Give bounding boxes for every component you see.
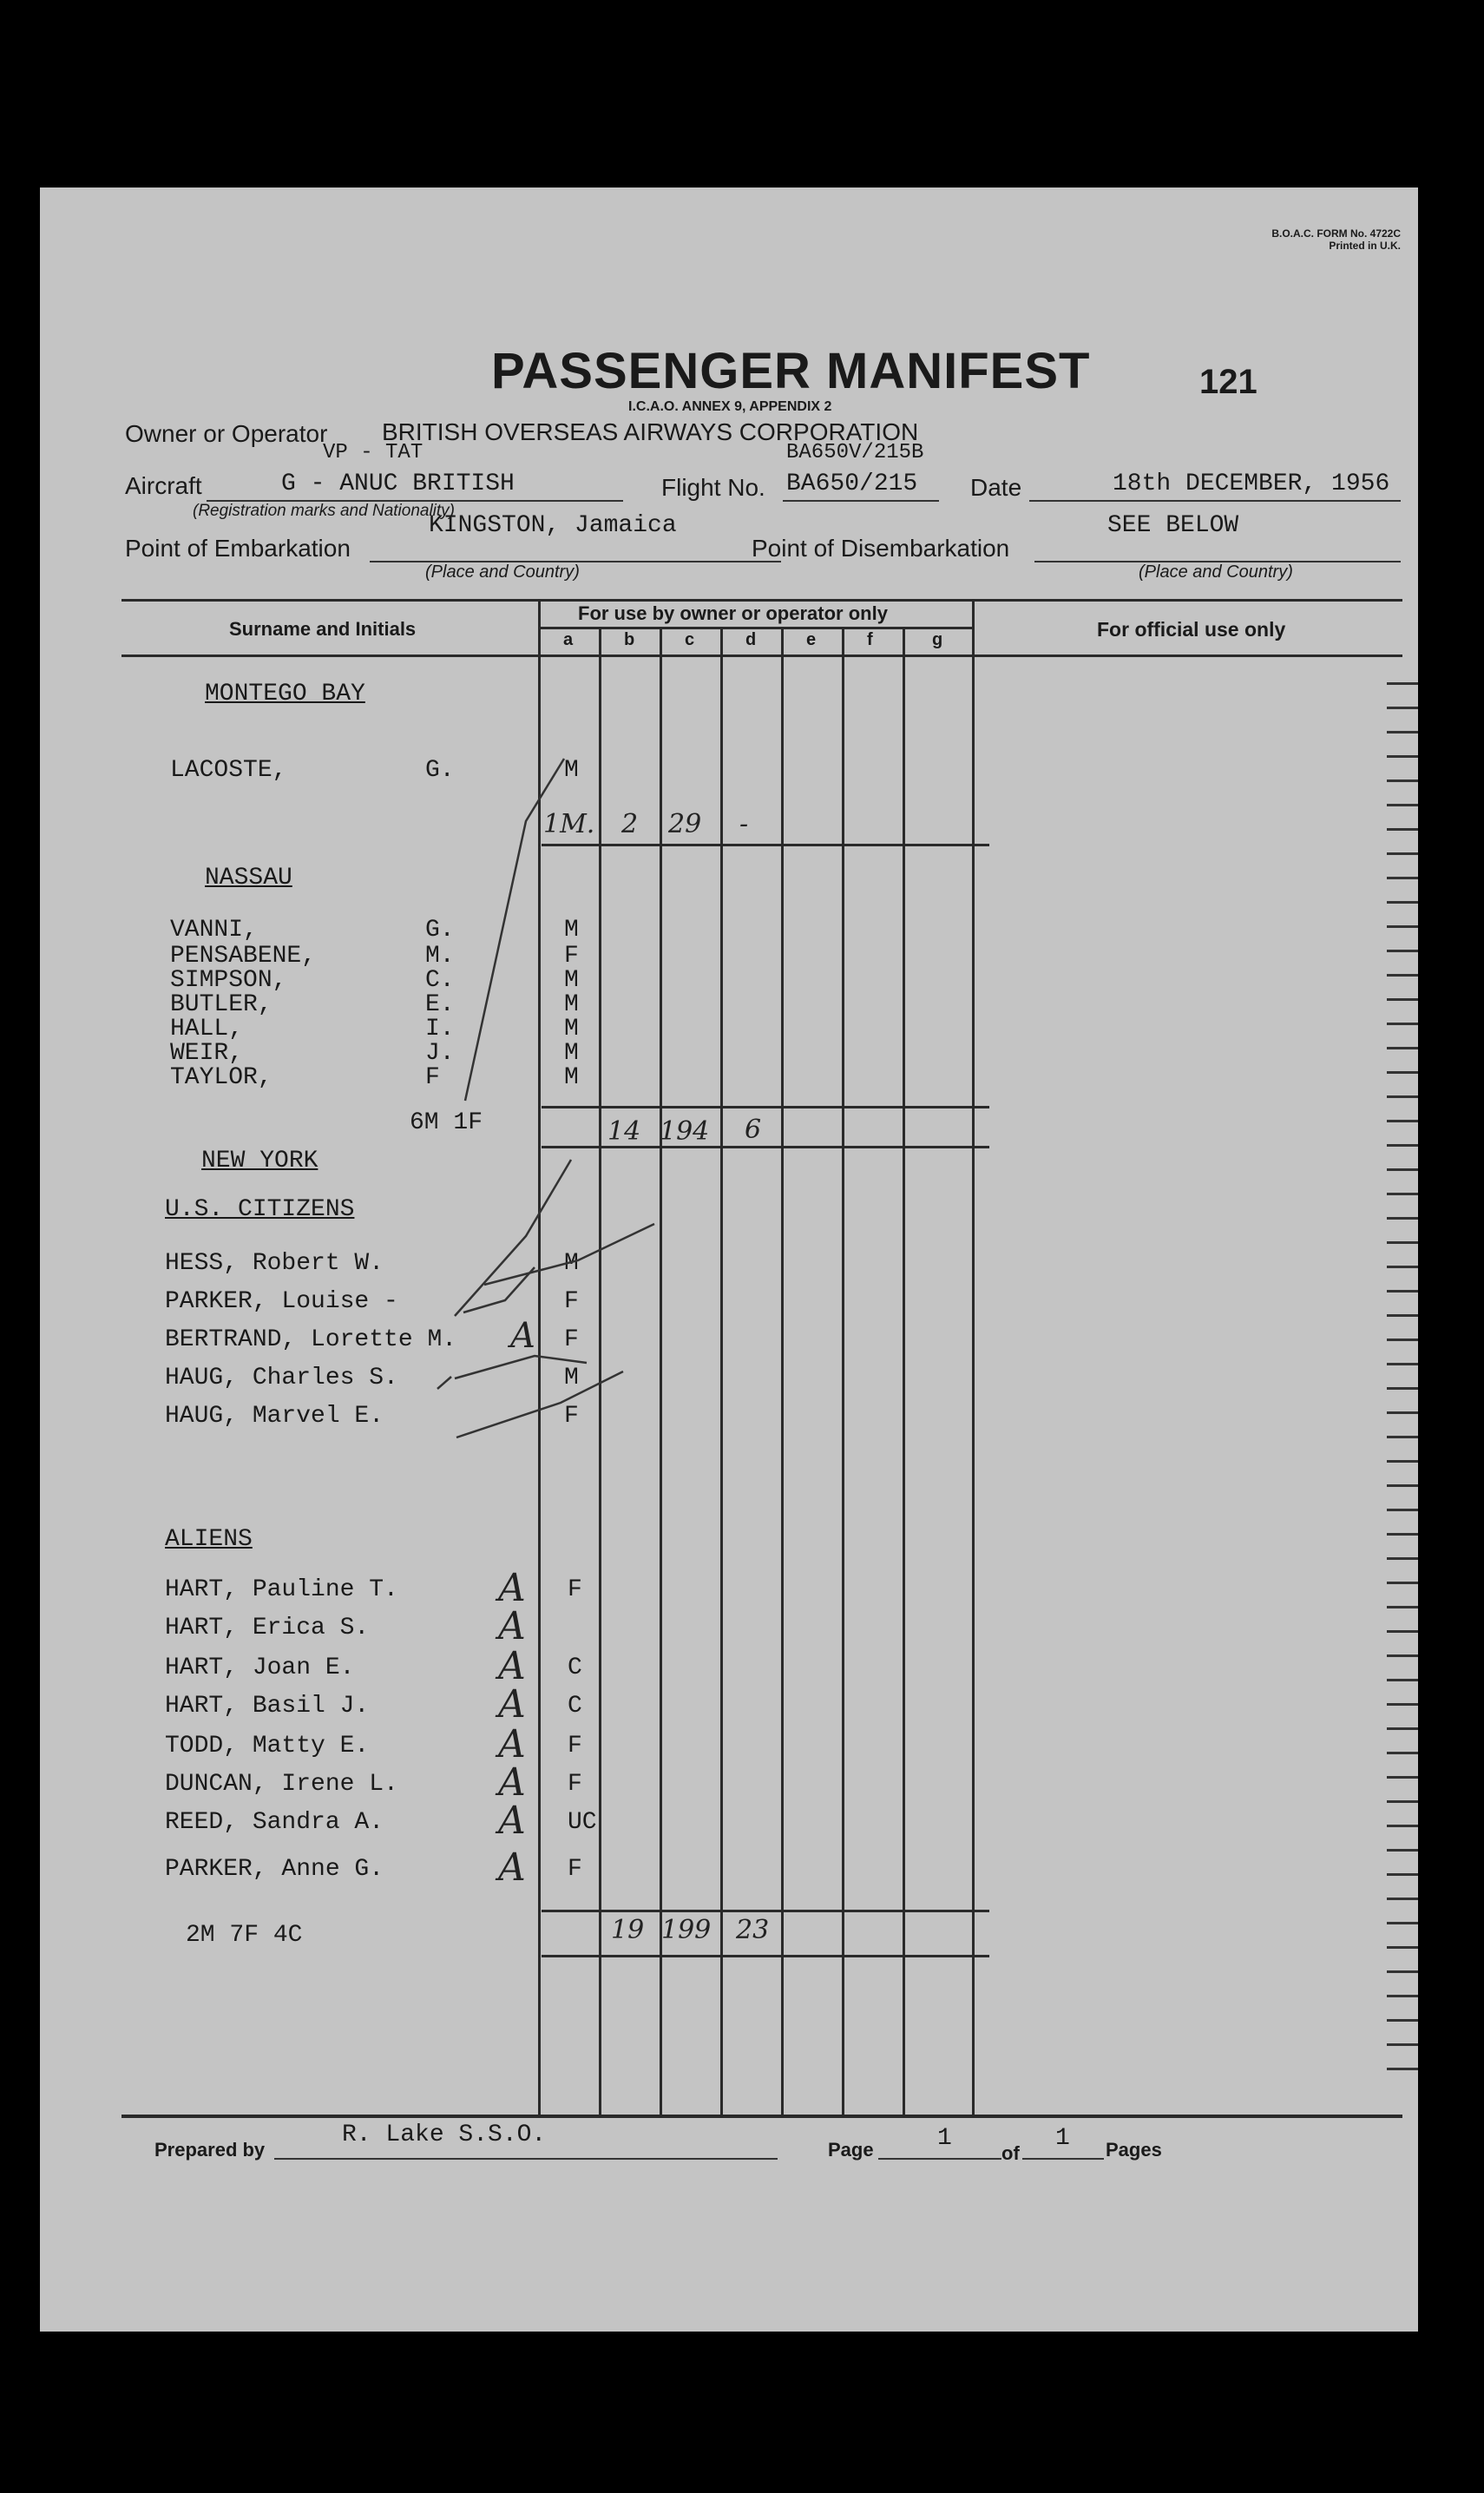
official-use-dash <box>1387 1703 1418 1706</box>
us-citizen-code: F <box>564 1326 579 1353</box>
nassau-initials: I. <box>425 1016 455 1043</box>
official-use-dash <box>1387 998 1418 1001</box>
official-use-dash <box>1387 1436 1418 1438</box>
official-use-dash <box>1387 1266 1418 1268</box>
newyork-total-c: 199 <box>661 1915 712 1945</box>
handwritten-a-mark: A <box>510 1316 535 1356</box>
official-use-dash <box>1387 1776 1418 1779</box>
official-use-dash <box>1387 1849 1418 1852</box>
official-use-dash <box>1387 1533 1418 1536</box>
official-use-dash <box>1387 1023 1418 1025</box>
alien-name: HART, Pauline T. <box>165 1576 398 1603</box>
section-us-citizens: U.S. CITIZENS <box>165 1196 355 1223</box>
subcol-f: f <box>867 630 873 649</box>
nassau-code: M <box>564 1040 579 1067</box>
nassau-code: M <box>564 1064 579 1091</box>
montego-total-b: 2 <box>621 809 639 839</box>
alien-name: REED, Sandra A. <box>165 1809 384 1836</box>
official-use-dash <box>1387 1825 1418 1827</box>
registration-caption: (Registration marks and Nationality) <box>193 502 456 520</box>
alien-name: PARKER, Anne G. <box>165 1856 384 1883</box>
official-use-dash <box>1387 1314 1418 1317</box>
official-use-dash <box>1387 1582 1418 1584</box>
us-citizen-name: BERTRAND, Lorette M. <box>165 1326 457 1353</box>
us-citizen-name: PARKER, Louise - <box>165 1288 398 1315</box>
official-use-dash <box>1387 1290 1418 1293</box>
flight-label: Flight No. <box>661 474 765 501</box>
nassau-name: TAYLOR, <box>170 1064 273 1091</box>
alien-code: F <box>568 1771 582 1798</box>
manifest-sheet <box>40 187 1418 2332</box>
nassau-initials: M. <box>425 943 455 970</box>
official-use-dash <box>1387 1970 1418 1973</box>
official-use-dash <box>1387 1339 1418 1341</box>
official-use-dash <box>1387 731 1418 733</box>
us-citizen-code: F <box>564 1288 579 1315</box>
nassau-initials: G. <box>425 917 455 944</box>
page-value: 1 <box>937 2125 952 2152</box>
handwritten-a-mark: A <box>498 1604 526 1648</box>
nassau-initials: C. <box>425 967 455 994</box>
official-use-dash <box>1387 925 1418 928</box>
section-newyork: NEW YORK <box>201 1148 318 1174</box>
alien-code: F <box>568 1733 582 1760</box>
us-citizen-code: M <box>564 1365 579 1391</box>
check-stroke-6 <box>456 1371 623 1437</box>
official-use-dash <box>1387 1606 1418 1608</box>
official-use-dash <box>1387 779 1418 782</box>
official-use-dash <box>1387 1898 1418 1900</box>
montego-initials: G. <box>425 757 455 784</box>
handwritten-a-mark: A <box>498 1722 526 1766</box>
disembark-label: Point of Disembarkation <box>752 535 1010 562</box>
page-number-stamp: 121 <box>1199 363 1257 401</box>
handwritten-a-mark: A <box>498 1845 526 1890</box>
page-title: PASSENGER MANIFEST <box>491 343 1091 399</box>
embark-value: KINGSTON, Jamaica <box>429 512 677 539</box>
official-use-dash <box>1387 901 1418 904</box>
montego-code: M <box>564 757 579 784</box>
subcol-b: b <box>624 630 635 649</box>
handwritten-a-mark: A <box>498 1682 526 1727</box>
official-use-dash <box>1387 1630 1418 1633</box>
montego-total-c: 29 <box>668 809 702 839</box>
nassau-name: SIMPSON, <box>170 967 287 994</box>
nassau-total-c: 194 <box>660 1116 710 1147</box>
page-subtitle: I.C.A.O. ANNEX 9, APPENDIX 2 <box>628 399 832 414</box>
alien-code: UC <box>568 1809 597 1836</box>
official-use-dash <box>1387 1363 1418 1365</box>
us-citizen-code: F <box>564 1403 579 1430</box>
page-label: Page <box>828 2139 874 2161</box>
nassau-name: BUTLER, <box>170 991 273 1018</box>
date-label: Date <box>970 474 1022 501</box>
nassau-code: M <box>564 917 579 944</box>
subcol-d: d <box>745 630 757 649</box>
page-underline <box>878 2158 1001 2160</box>
section-nassau: NASSAU <box>205 865 292 891</box>
montego-total-d: - <box>739 809 749 839</box>
official-use-dash <box>1387 1484 1418 1487</box>
official-use-dash <box>1387 828 1418 831</box>
of-value: 1 <box>1055 2125 1070 2152</box>
overtype-right: BA650V/215B <box>786 441 924 464</box>
alien-name: DUNCAN, Irene L. <box>165 1771 398 1798</box>
us-citizen-name: HAUG, Charles S. <box>165 1365 398 1391</box>
nassau-code: M <box>564 1016 579 1043</box>
nassau-initials: F <box>425 1064 440 1091</box>
col-operator-header: For use by owner or operator only <box>578 602 888 624</box>
alien-code: C <box>568 1654 582 1681</box>
subcol-c: c <box>685 630 695 649</box>
nassau-summary: 6M 1F <box>410 1109 483 1136</box>
owner-value: BRITISH OVERSEAS AIRWAYS CORPORATION <box>382 418 919 445</box>
official-use-dash <box>1387 1120 1418 1122</box>
official-use-dash <box>1387 1727 1418 1730</box>
us-citizen-name: HESS, Robert W. <box>165 1250 384 1277</box>
official-use-dash <box>1387 1654 1418 1657</box>
official-use-dash <box>1387 1168 1418 1171</box>
official-use-dash <box>1387 852 1418 855</box>
official-use-dash <box>1387 1095 1418 1098</box>
owner-label: Owner or Operator <box>125 420 328 447</box>
newyork-total-b: 19 <box>611 1915 645 1945</box>
subcol-e: e <box>806 630 817 649</box>
handwritten-a-mark: A <box>498 1644 526 1688</box>
official-use-dash <box>1387 974 1418 977</box>
subcol-a: a <box>563 630 574 649</box>
aircraft-value: G - ANUC BRITISH <box>281 470 515 497</box>
official-use-dash <box>1387 755 1418 758</box>
printed-text: Printed in U.K. <box>1329 240 1401 252</box>
nassau-name: PENSABENE, <box>170 943 317 970</box>
nassau-initials: J. <box>425 1040 455 1067</box>
pages-label: Pages <box>1106 2139 1162 2161</box>
official-use-dash <box>1387 707 1418 709</box>
official-use-dash <box>1387 1411 1418 1414</box>
check-stroke-1 <box>465 759 564 1101</box>
official-use-dash <box>1387 877 1418 879</box>
nassau-name: HALL, <box>170 1016 244 1043</box>
us-citizen-name: HAUG, Marvel E. <box>165 1403 384 1430</box>
alien-name: TODD, Matty E. <box>165 1733 370 1760</box>
section-montego: MONTEGO BAY <box>205 681 365 707</box>
official-use-dash <box>1387 950 1418 952</box>
official-use-dash <box>1387 1047 1418 1049</box>
handwritten-a-mark: A <box>498 1799 526 1843</box>
official-use-dash <box>1387 682 1418 685</box>
us-citizen-code: M <box>564 1250 579 1277</box>
alien-code: C <box>568 1693 582 1720</box>
montego-total-a: 1M. <box>543 809 595 839</box>
disembark-value: SEE BELOW <box>1107 512 1239 539</box>
handwritten-a-mark: A <box>498 1760 526 1805</box>
check-stroke-5 <box>455 1356 587 1378</box>
nassau-total-d: 6 <box>745 1115 762 1145</box>
prepared-label: Prepared by <box>154 2139 266 2161</box>
official-use-dash <box>1387 1241 1418 1244</box>
official-use-dash <box>1387 1071 1418 1074</box>
official-use-dash <box>1387 1800 1418 1803</box>
official-use-dash <box>1387 1460 1418 1463</box>
of-underline <box>1022 2158 1104 2160</box>
official-use-dash <box>1387 1679 1418 1681</box>
alien-code: F <box>568 1856 582 1883</box>
form-number-text: B.O.A.C. FORM No. 4722C <box>1271 227 1401 240</box>
official-use-dash <box>1387 1752 1418 1754</box>
of-label: of <box>1001 2142 1020 2164</box>
official-use-dash <box>1387 1217 1418 1220</box>
official-use-dash <box>1387 1946 1418 1949</box>
date-value: 18th DECEMBER, 1956 <box>1113 470 1390 497</box>
alien-name: HART, Erica S. <box>165 1615 370 1641</box>
aircraft-label: Aircraft <box>125 472 202 499</box>
subcol-g: g <box>932 630 943 649</box>
prepared-underline <box>274 2158 778 2160</box>
official-use-dash <box>1387 2043 1418 2046</box>
handwritten-checkmarks <box>40 187 1418 2332</box>
nassau-code: F <box>564 943 579 970</box>
official-use-dash <box>1387 1509 1418 1511</box>
alien-code: F <box>568 1576 582 1603</box>
overtype-left: VP - TAT <box>323 441 424 464</box>
section-aliens: ALIENS <box>165 1526 253 1553</box>
nassau-name: VANNI, <box>170 917 258 944</box>
check-stroke-7 <box>437 1377 451 1389</box>
official-use-dash <box>1387 804 1418 806</box>
place-caption-right: (Place and Country) <box>1139 562 1293 582</box>
official-use-dash <box>1387 2019 1418 2022</box>
nassau-code: M <box>564 967 579 994</box>
nassau-code: M <box>564 991 579 1018</box>
newyork-total-d: 23 <box>736 1915 770 1945</box>
montego-name: LACOSTE, <box>170 757 287 784</box>
official-use-dash <box>1387 1557 1418 1560</box>
official-use-dash <box>1387 2068 1418 2070</box>
nassau-total-b: 14 <box>607 1116 641 1147</box>
alien-name: HART, Joan E. <box>165 1654 355 1681</box>
official-use-dash <box>1387 1995 1418 1997</box>
official-use-dash <box>1387 1193 1418 1195</box>
embark-label: Point of Embarkation <box>125 535 351 562</box>
handwritten-a-mark: A <box>498 1566 526 1610</box>
official-use-dash <box>1387 1873 1418 1876</box>
official-use-dash <box>1387 1387 1418 1390</box>
nassau-initials: E. <box>425 991 455 1018</box>
flight-value: BA650/215 <box>786 470 918 497</box>
nassau-name: WEIR, <box>170 1040 244 1067</box>
col-surname-header: Surname and Initials <box>229 618 417 640</box>
prepared-value: R. Lake S.S.O. <box>342 2121 547 2148</box>
newyork-summary: 2M 7F 4C <box>186 1922 303 1949</box>
alien-name: HART, Basil J. <box>165 1693 370 1720</box>
place-caption-left: (Place and Country) <box>425 562 580 582</box>
official-use-dash <box>1387 1922 1418 1924</box>
col-official-header: For official use only <box>1097 618 1286 641</box>
official-use-dash <box>1387 1144 1418 1147</box>
